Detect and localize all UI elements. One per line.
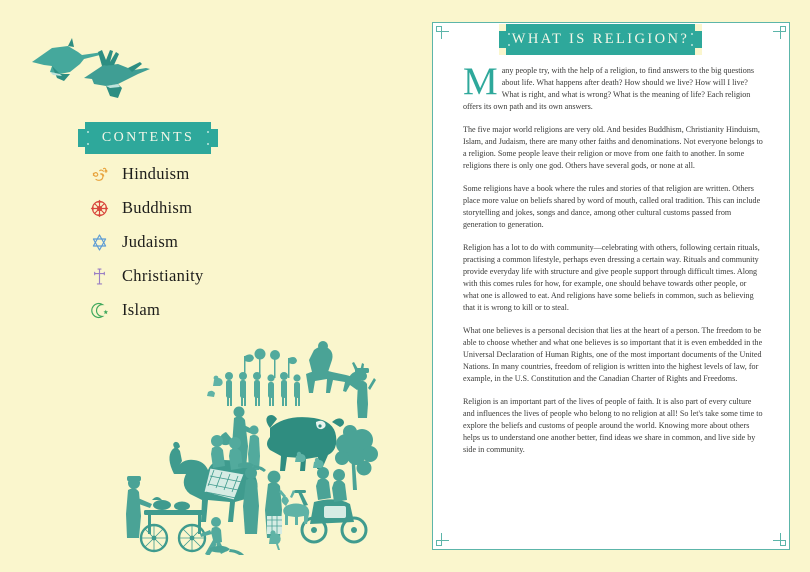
contents-list	[86, 160, 336, 330]
banner-dot	[207, 131, 209, 133]
banner-dot	[508, 44, 510, 46]
banner-notch	[211, 122, 218, 129]
people-and-animals-illustration	[118, 340, 398, 555]
corner-ornament	[436, 533, 449, 546]
contents-item-christianity[interactable]	[86, 262, 336, 290]
article-paragraph-1	[463, 60, 763, 113]
article-title: WHAT IS RELIGION?	[511, 31, 690, 47]
om-icon	[86, 161, 112, 187]
banner-notch	[499, 48, 506, 55]
banner-dot	[207, 143, 209, 145]
contents-item-label: Judaism	[122, 232, 179, 251]
contents-item-buddhism[interactable]	[86, 194, 336, 222]
article-paragraph-5: What one believes is a personal decision that lies at the heart of a person. The freedom to be able to choose whether and what one believes is so important that it is even embedded in the Universal Declaration of Human Rights, one of the most important documents of the United Nations. In many countries, freedom of religion is written into the highest levels of law, for example, in the U.S. Constitution and the Canadian Charter of Rights and Freedoms.	[463, 325, 763, 384]
article-paragraph-3: Some religions have a book where the rules and stories of that religion are written. Others place more value on beliefs shared by word of mouth, called oral tradition. This can include storytelling and jokes, songs and dance, among other cultural customs passed from generation to generation.	[463, 183, 761, 230]
cross-icon	[86, 263, 112, 289]
corner-ornament	[436, 26, 449, 39]
contents-banner	[78, 122, 218, 154]
banner-notch	[695, 48, 702, 55]
corner-ornament	[773, 26, 786, 39]
banner-notch	[695, 24, 702, 31]
contents-item-islam[interactable]	[86, 296, 336, 324]
contents-item-label: Hinduism	[122, 164, 190, 183]
banner-dot	[508, 33, 510, 35]
dharma-wheel-icon	[86, 195, 112, 221]
banner-notch	[78, 122, 85, 129]
article-paragraph-6: Religion is an important part of the lives of people of faith. It is also part of every culture and influences the lives of people who belong to no religion at all! So let's take some time to explore the beliefs and customs of people around the world. Knowing more about others helps us to understand one another better, find ideas we share in common, and live side by side in community.	[463, 396, 763, 455]
drop-cap: M	[463, 60, 498, 103]
contents-item-label: Christianity	[122, 266, 204, 285]
right-page	[405, 0, 810, 572]
article-panel	[432, 22, 790, 550]
star-of-david-icon	[86, 229, 112, 255]
contents-item-label: Islam	[122, 300, 161, 319]
article-paragraph-4: Religion has a lot to do with community—celebrating with others, following certain rituals, practising a common lifestyle, perhaps even dressing a certain way. Rituals and community provide everyday life with structure and give people support through difficult times. Along with this comes rules for how, for example, one should behave towards other people, or what one is allowed to eat. And religions have some beliefs in common, such as believing that it is wrong to kill or to steal.	[463, 242, 760, 313]
article-paragraph-text: any people try, with the help of a religion, to find answers to the big questions about life. What happens after death? How should we live? How will I live? What is right, and what is wrong? What is the meaning of life? Each religion offers its own path and its own answers.	[463, 66, 755, 112]
contents-banner-label: CONTENTS	[101, 130, 195, 145]
contents-item-judaism[interactable]	[86, 228, 336, 256]
banner-notch	[78, 147, 85, 154]
banner-dot	[87, 131, 89, 133]
article-title-banner	[499, 24, 702, 55]
star-and-crescent-icon	[86, 297, 112, 323]
article-body	[463, 60, 763, 456]
article-paragraph-2: The five major world religions are very old. And besides Buddhism, Christianity Hinduism, Islam, and Judaism, there are many other faiths and denominations. Not everyone belongs to a religion. Some people leave their religion or move from one faith to another. In some religions there is only one god. Others have several gods, or none at all.	[463, 124, 763, 171]
banner-notch	[499, 24, 506, 31]
banner-dot	[691, 44, 693, 46]
contents-item-hinduism[interactable]	[86, 160, 336, 188]
banner-dot	[691, 33, 693, 35]
contents-item-label: Buddhism	[122, 198, 193, 217]
banner-notch	[211, 147, 218, 154]
corner-ornament	[773, 533, 786, 546]
banner-dot	[87, 143, 89, 145]
flying-cranes-icon	[22, 22, 152, 112]
